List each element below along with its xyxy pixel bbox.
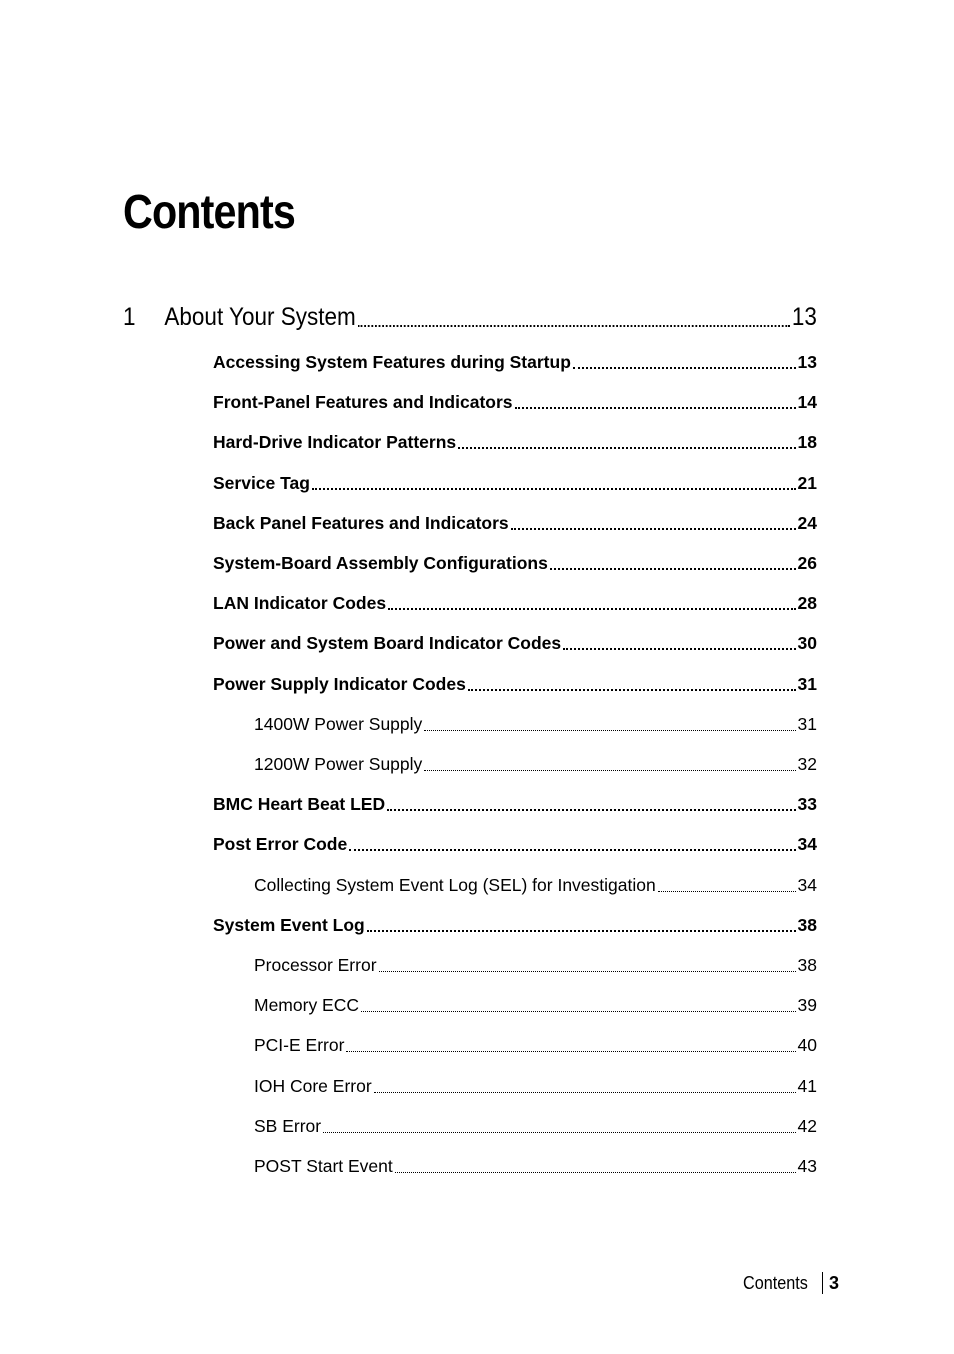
toc-subsection-entry[interactable]: [254, 1116, 817, 1137]
entry-page-number: 40: [797, 1035, 817, 1055]
dot-leader: [323, 1132, 795, 1133]
dot-leader: [358, 325, 790, 327]
toc-section-entry[interactable]: [213, 352, 817, 373]
toc-section-entry[interactable]: [213, 593, 817, 614]
footer-label: Contents: [743, 1272, 808, 1293]
toc-chapter-entry[interactable]: [123, 303, 817, 332]
footer-separator: [822, 1272, 823, 1294]
chapter-page-number: 13: [791, 303, 817, 331]
entry-page-number: 28: [797, 593, 817, 613]
dot-leader: [387, 809, 795, 811]
toc-subsection-entry[interactable]: [254, 1076, 817, 1097]
entry-page-number: 34: [797, 875, 817, 895]
page-title: Contents: [123, 186, 295, 239]
toc-section-entry[interactable]: [213, 553, 817, 574]
entry-page-number: 13: [797, 352, 817, 372]
entry-title: SB Error: [254, 1116, 322, 1136]
toc-subsection-entry[interactable]: [254, 754, 817, 775]
toc-section-entry[interactable]: [213, 633, 817, 654]
entry-title: Accessing System Features during Startup: [213, 352, 571, 372]
toc-subsection-entry[interactable]: [254, 995, 817, 1016]
dot-leader: [468, 689, 796, 691]
entry-title: 1200W Power Supply: [254, 754, 423, 774]
page-footer: [743, 1272, 839, 1294]
dot-leader: [395, 1172, 796, 1173]
entry-page-number: 24: [797, 513, 817, 533]
dot-leader: [573, 367, 796, 369]
dot-leader: [563, 648, 795, 650]
toc-subsection-entry[interactable]: [254, 1035, 817, 1056]
entry-page-number: 32: [797, 754, 817, 774]
entry-page-number: 26: [797, 553, 817, 573]
entry-title: IOH Core Error: [254, 1076, 372, 1096]
entry-title: Power and System Board Indicator Codes: [213, 633, 562, 653]
toc-subsection-entry[interactable]: [254, 875, 817, 896]
dot-leader: [511, 528, 796, 530]
entry-page-number: 31: [797, 714, 817, 734]
entry-page-number: 43: [797, 1156, 817, 1176]
entry-title: Post Error Code: [213, 834, 348, 854]
toc-section-entry[interactable]: [213, 834, 817, 855]
entry-title: Collecting System Event Log (SEL) for Investigation: [254, 875, 656, 895]
dot-leader: [658, 891, 796, 892]
dot-leader: [388, 608, 795, 610]
toc-section-entry[interactable]: [213, 473, 817, 494]
dot-leader: [424, 730, 795, 731]
toc-section-entry[interactable]: [213, 432, 817, 453]
entry-page-number: 21: [797, 473, 817, 493]
toc-subsection-entry[interactable]: [254, 714, 817, 735]
entry-title: System Event Log: [213, 915, 365, 935]
entry-title: Service Tag: [213, 473, 310, 493]
entry-title: Memory ECC: [254, 995, 360, 1015]
entry-page-number: 38: [797, 915, 817, 935]
entry-title: System-Board Assembly Configurations: [213, 553, 548, 573]
dot-leader: [379, 971, 796, 972]
entry-title: 1400W Power Supply: [254, 714, 423, 734]
entry-title: PCI-E Error: [254, 1035, 345, 1055]
chapter-number: 1: [123, 303, 136, 331]
toc-section-entry[interactable]: [213, 513, 817, 534]
chapter-title: About Your System: [164, 303, 356, 331]
toc-section-entry[interactable]: [213, 392, 817, 413]
dot-leader: [361, 1011, 796, 1012]
entry-page-number: 30: [797, 633, 817, 653]
entry-page-number: 14: [797, 392, 817, 412]
entry-title: BMC Heart Beat LED: [213, 794, 386, 814]
toc-subsection-entry[interactable]: [254, 1156, 817, 1177]
toc-section-entry[interactable]: [213, 674, 817, 695]
dot-leader: [374, 1092, 796, 1093]
entry-page-number: 18: [797, 432, 817, 452]
dot-leader: [312, 488, 796, 490]
entry-title: Back Panel Features and Indicators: [213, 513, 509, 533]
toc-section-entry[interactable]: [213, 794, 817, 815]
entry-page-number: 38: [797, 955, 817, 975]
entry-title: LAN Indicator Codes: [213, 593, 387, 613]
entry-title: Front-Panel Features and Indicators: [213, 392, 513, 412]
entry-title: Processor Error: [254, 955, 377, 975]
entry-page-number: 42: [797, 1116, 817, 1136]
entry-page-number: 31: [797, 674, 817, 694]
entry-page-number: 33: [797, 794, 817, 814]
toc-subsection-entry[interactable]: [254, 955, 817, 976]
entry-title: POST Start Event: [254, 1156, 393, 1176]
dot-leader: [424, 770, 795, 771]
toc-section-entry[interactable]: [213, 915, 817, 936]
dot-leader: [550, 568, 796, 570]
entry-title: Hard-Drive Indicator Patterns: [213, 432, 457, 452]
footer-page-number: 3: [829, 1272, 840, 1293]
entry-title: Power Supply Indicator Codes: [213, 674, 466, 694]
dot-leader: [346, 1051, 795, 1052]
entry-page-number: 39: [797, 995, 817, 1015]
dot-leader: [349, 849, 795, 851]
dot-leader: [458, 447, 795, 449]
dot-leader: [515, 407, 796, 409]
dot-leader: [367, 930, 796, 932]
entry-page-number: 41: [797, 1076, 817, 1096]
entry-page-number: 34: [797, 834, 817, 854]
